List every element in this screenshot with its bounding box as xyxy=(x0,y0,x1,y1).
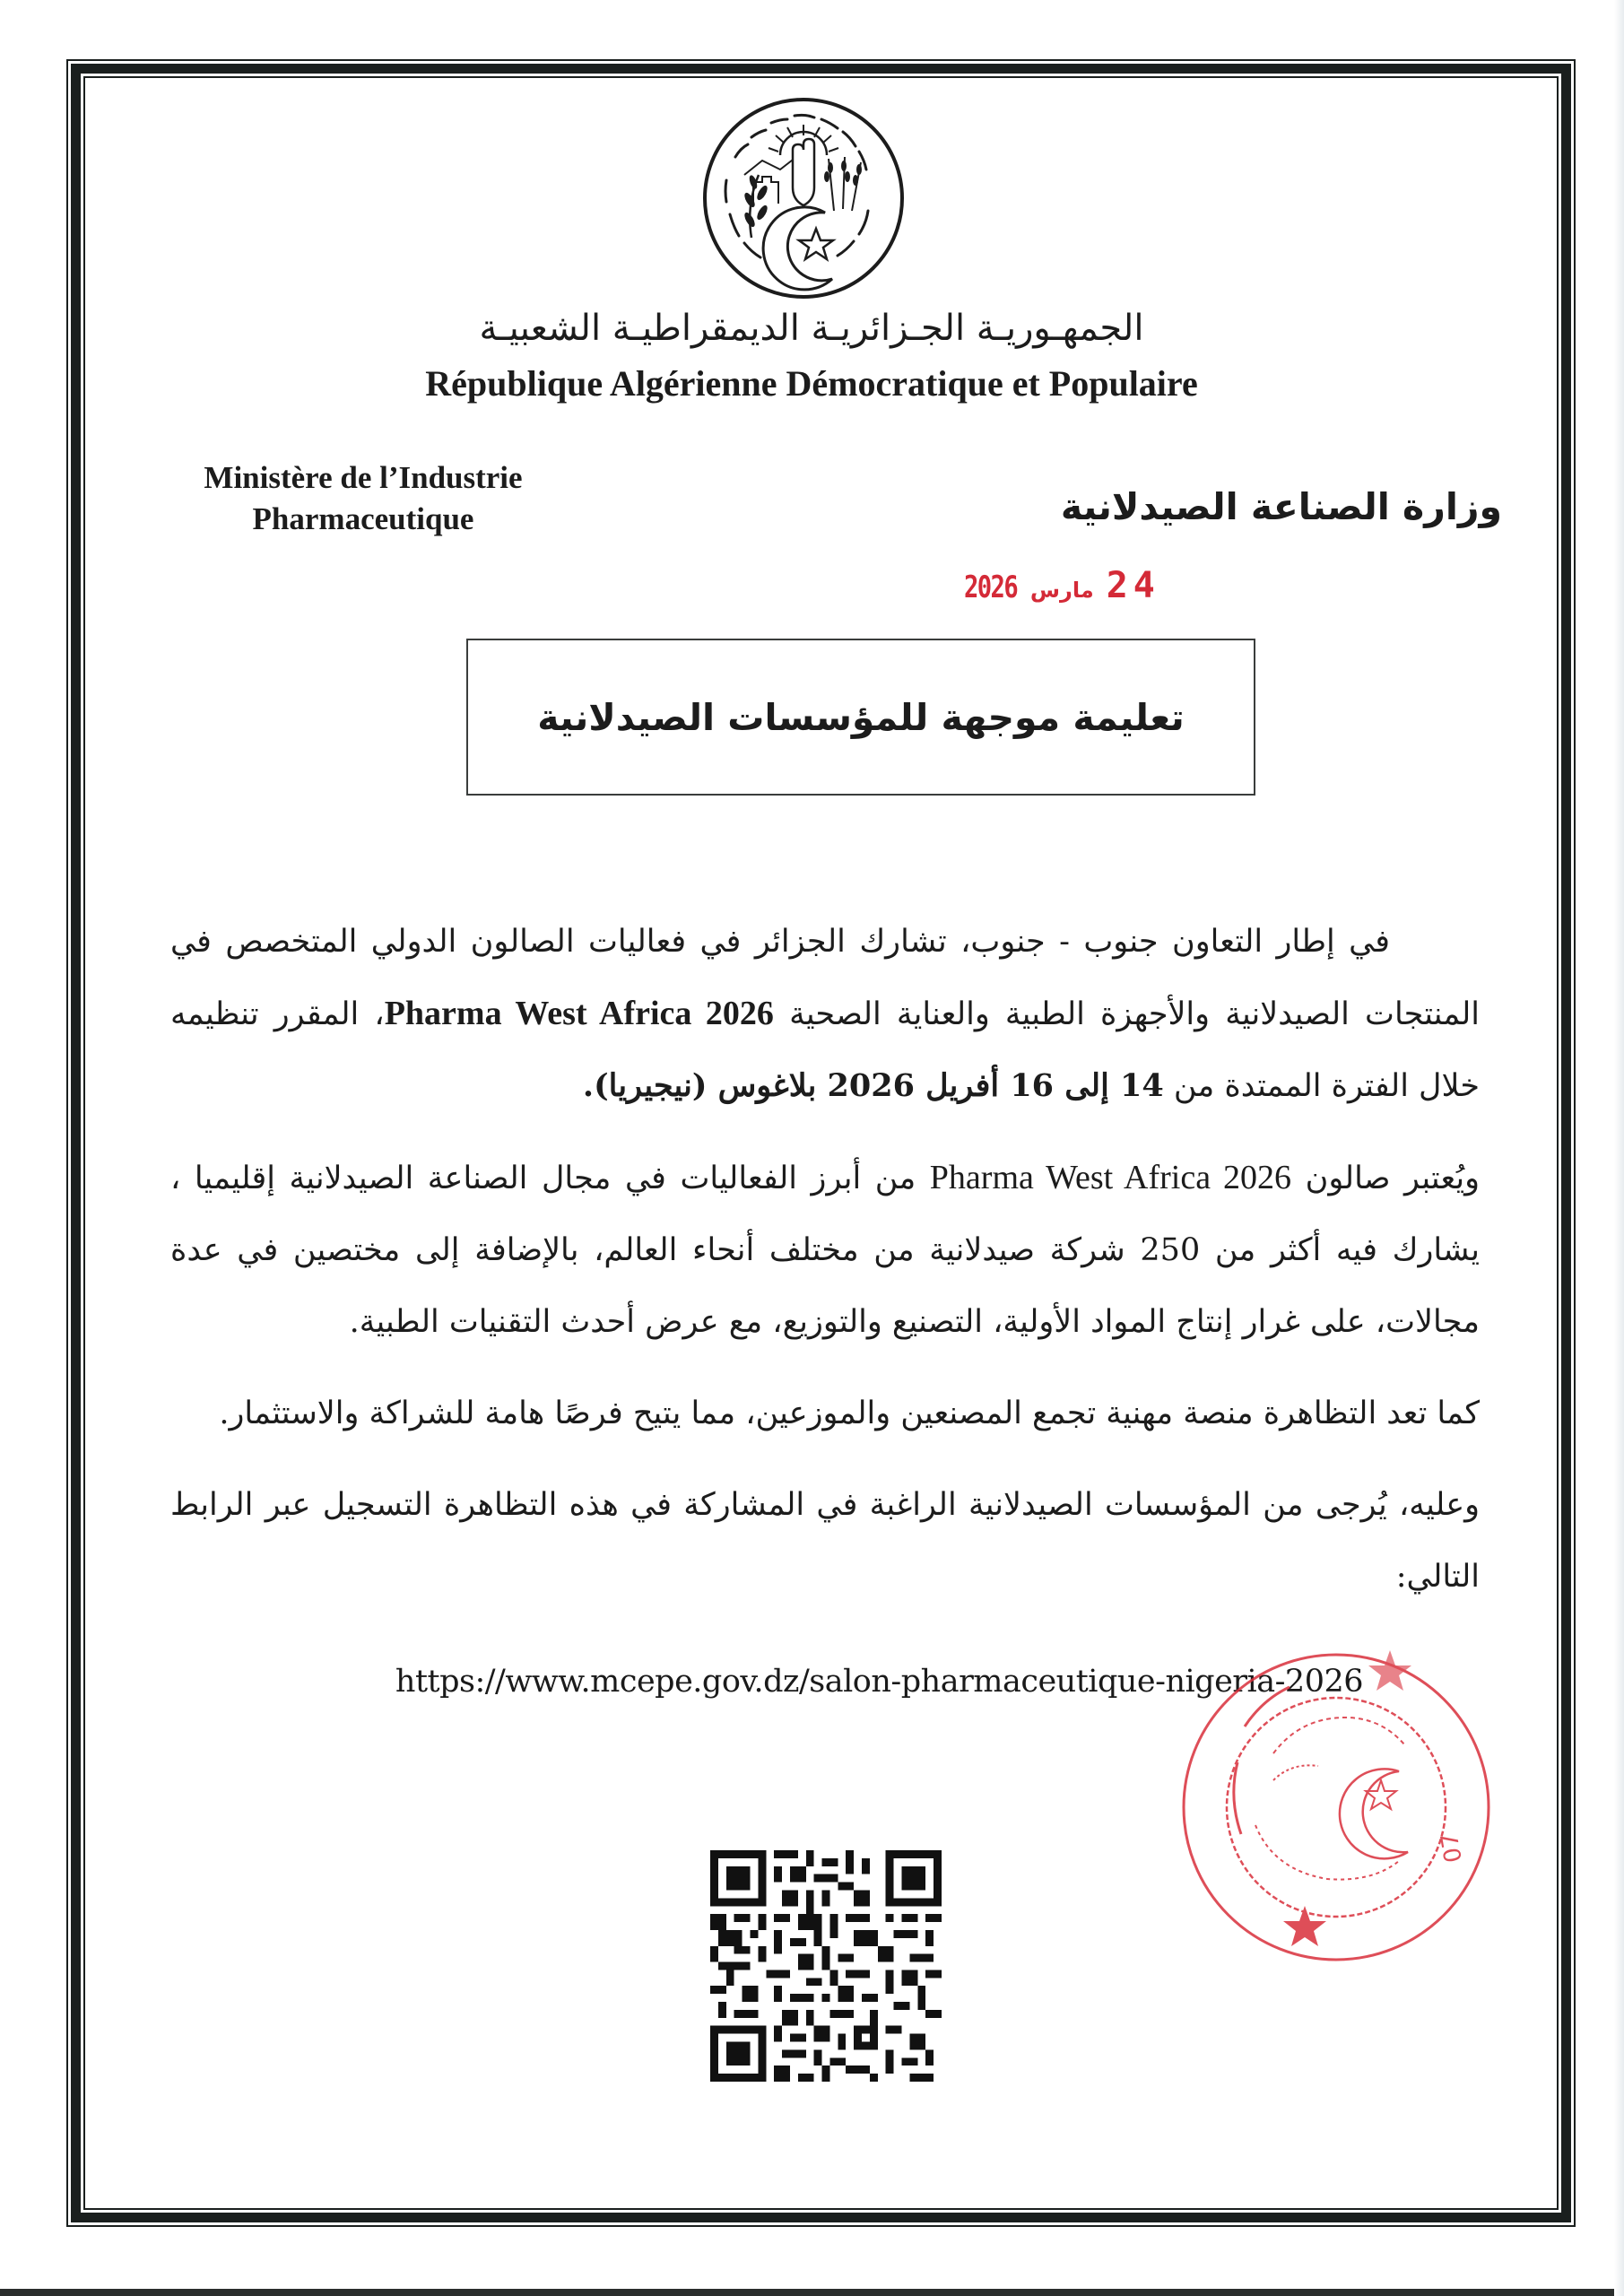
paragraph-4: وعليه، يُرجى من المؤسسات الصيدلانية الراغبة في المشاركة في هذه التظاهرة التسجيل عبر الرابط التالي: xyxy=(170,1487,1481,1595)
document-body xyxy=(170,906,1480,1632)
event-dates-location: 14 إلى 16 أفريل 2026 بلاغوس (نيجيريا). xyxy=(582,1067,1164,1104)
scan-edge-right xyxy=(1614,0,1624,2296)
date-month: مارس xyxy=(1029,578,1094,603)
ministry-official-seal-icon xyxy=(1175,1646,1498,1969)
ministry-name-french-line1: Ministère de l’Industrie xyxy=(204,460,523,495)
seal-number: 07 xyxy=(1436,1831,1468,1865)
paragraph-1-text-a: في إطار التعاون جنوب - جنوب، تشارك الجزائر في فعاليات الصالون الدولي المتخصص في المنتجات الصيدلانية والأجهزة الطبية والعناية الصحية xyxy=(170,924,1480,1032)
republic-name-french: République Algérienne Démocratique et Populaire xyxy=(425,363,1198,404)
date-stamp xyxy=(964,565,1179,619)
ministry-name-french xyxy=(161,457,565,540)
scan-edge-shadow xyxy=(0,2289,1624,2296)
paragraph-2-text-b: من أبرز الفعاليات في مجال الصناعة الصيدلانية إقليميا ، يشارك فيه أكثر من 250 شركة صيدلانية من مختلف أنحاء العالم، بالإضافة إلى مختصين في عدة مجالات، على غرار إنتاج المواد الأولية، التصنيع والتوزيع، مع عرض أحدث التقنيات الطبية. xyxy=(170,1161,1480,1340)
event-name: Pharma West Africa 2026 xyxy=(384,995,774,1032)
paragraph-1-text-b: ، المقرر تنظيمه خلال الفترة الممتدة من xyxy=(170,996,1480,1104)
document-title-box xyxy=(466,639,1255,796)
ministry-name-french-line2: Pharmaceutique xyxy=(252,501,474,536)
date-year: 2026 xyxy=(964,570,1018,605)
event-name-2: Pharma West Africa 2026 xyxy=(929,1159,1292,1196)
algeria-state-emblem-icon xyxy=(699,94,908,302)
ministry-name-arabic: وزارة الصناعة الصيدلانية xyxy=(1060,485,1502,528)
republic-name-arabic: الجمهـوريـة الجـزائريـة الديمقراطيـة الشعبيـة xyxy=(479,308,1144,349)
document-title: تعليمة موجهة للمؤسسات الصيدلانية xyxy=(537,695,1185,739)
paragraph-2 xyxy=(170,1142,1480,1358)
qr-code-icon xyxy=(710,1850,942,2082)
paragraph-3: كما تعد التظاهرة منصة مهنية تجمع المصنعين والموزعين، مما يتيح فرصًا هامة للشراكة والاستثمار. xyxy=(219,1396,1480,1431)
paragraph-1 xyxy=(170,906,1480,1122)
paragraph-2-text-a: ويُعتبر صالون xyxy=(1305,1161,1480,1196)
date-day: 24 xyxy=(1106,565,1160,606)
registration-link[interactable]: https://www.mcepe.gov.dz/salon-pharmaceutique-nigeria-2026 xyxy=(395,1664,1363,1700)
